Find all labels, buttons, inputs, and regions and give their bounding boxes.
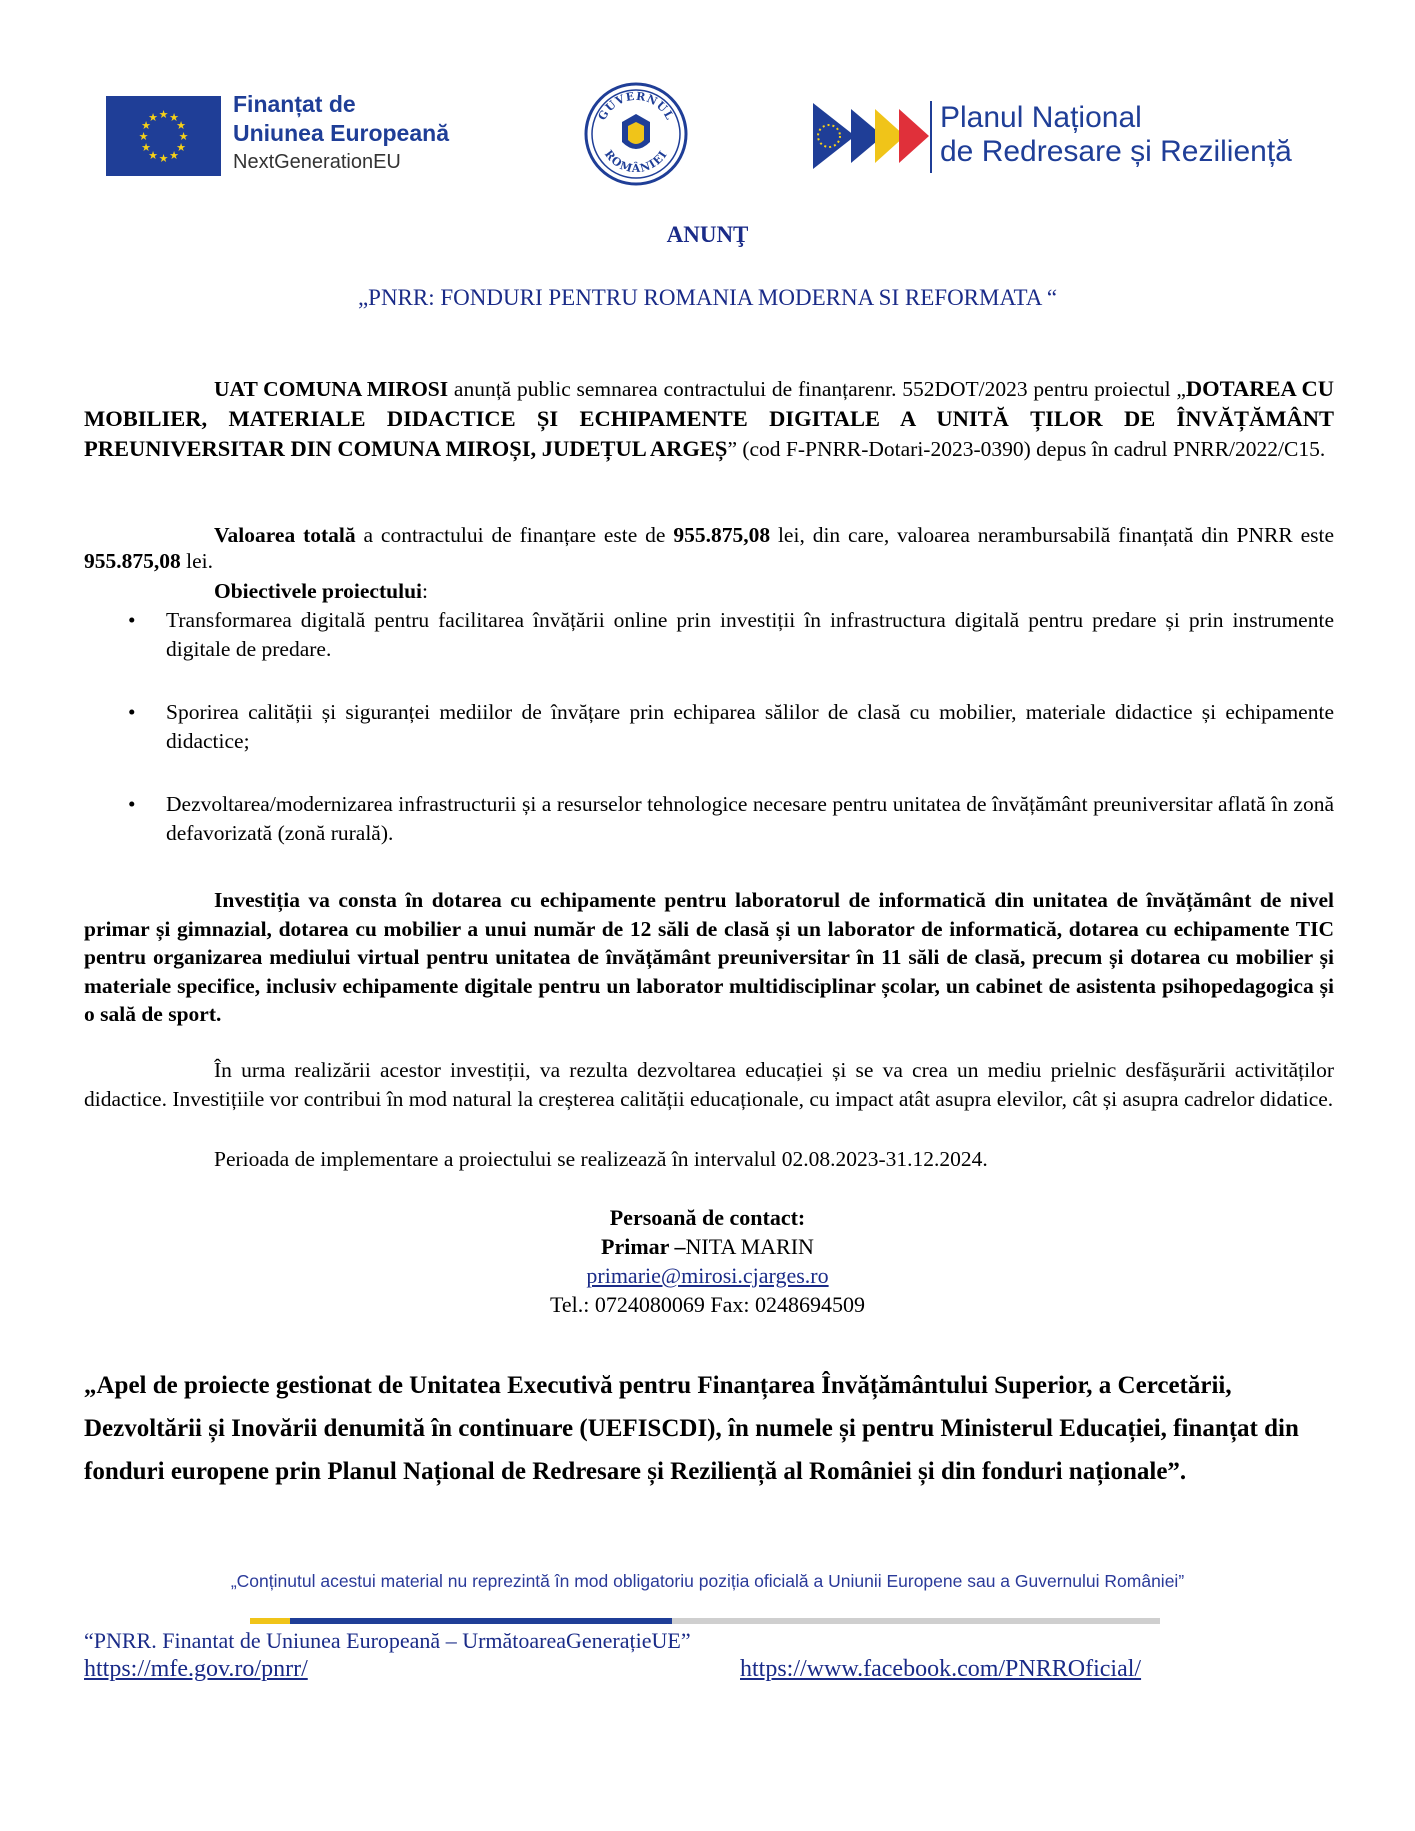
disclaimer: „Conținutul acestui material nu reprezintă în mod obligatoriu poziția oficială a Uniunii Europene sau a Guvernului României” [230,1571,1185,1591]
contact-block [0,1203,1415,1319]
seal-text-top: GUVERNUL [595,89,677,123]
contact-heading: Persoană de contact: [609,1205,806,1230]
svg-text:★: ★ [176,119,186,132]
svg-text:★: ★ [138,130,149,143]
objective-text-1: Transformarea digitală pentru facilitarea învățării online prin investiții în infrastructura digitală pentru predare și prin instrumente digitale de predare. [166,608,1334,661]
objective-item-2 [84,698,1334,756]
footer-bar-gray [672,1618,1160,1624]
call-for-projects-statement: „Apel de proiecte gestionat de Unitatea Executivă pentru Finanțarea Învățământului Superior, a Cercetării, Dezvoltării și Inovării denumită în continuare (UEFISCDI), în numele și pentru Ministerul Educației, finanțat din fonduri europene prin Planul Național de Redresare și Reziliență al României și din fonduri naționale”. [84,1372,1299,1485]
objectives-heading-line [84,578,1334,604]
value-label: Valoarea totală [214,523,356,547]
objectives-heading: Obiectivele proiectului [214,579,422,603]
eu-logo-line3: NextGenerationEU [233,151,401,173]
eu-logo-line2: Uniunea Europeană [233,120,449,146]
contact-name: NITA MARIN [685,1234,814,1259]
total-value: 955.875,08 [673,523,771,547]
project-name: DOTAREA CU MOBILIER, MATERIALE DIDACTICE ȘI ECHIPAMENTE DIGITALE A UNITĂ ȚILOR DE ÎNVĂȚĂMÂNT PREUNIVERSITAR DIN COMUNA MIROȘI, JUDEȚUL ARGEȘ [84,376,1334,461]
investment-paragraph: Investiția va consta în dotarea cu echipamente pentru laboratorul de informatică din unitatea de învățământ de nivel primar și gimnazial, dotarea cu mobilier a unui număr de 12 săli de clasă și un laborator de informatică, dotarea cu echipamente TIC pentru organizarea mediului virtual pentru unitatea de învățământ preuniversitar în 11 săli de clasă, precum și dotarea cu mobilier și materiale specifice, inclusiv echipamente digitale pentru un laborator multidisciplinar școlar, un cabinet de asistenta psihopedagogica și o sală de sport. [84,888,1334,1026]
value-text-2: lei, din care, valoarea nerambursabilă finanțată din PNRR este [770,523,1334,547]
intro-text-2: ” (cod F-PNRR-Dotari-2023-0390) depus în cadrul PNRR/2022/C15. [727,437,1326,461]
objective-item-1 [84,606,1334,664]
announcement-subtitle: „PNRR: FONDURI PENTRU ROMANIA MODERNA SI REFORMATA “ [357,285,1058,310]
svg-text:★: ★ [169,149,179,162]
footer-bar-yellow [250,1618,290,1624]
svg-text:★: ★ [178,130,189,143]
government-of-romania-seal-icon [584,82,688,186]
footer-bar-blue [290,1618,672,1624]
organization-name: UAT COMUNA MIROSI [214,377,449,401]
result-paragraph: În urma realizării acestor investiții, va rezulta dezvoltarea educației și se va crea un mediu prielnic desfășurării activităților didactice. Investițiile vor contribui în mod natural la creșterea calității educaționale, cu impact atât asupra elevilor, cât și asupra cadrelor didatice. [84,1058,1334,1111]
contact-role: Primar – [601,1234,686,1259]
footer-link-mfe[interactable]: https://mfe.gov.ro/pnrr/ [84,1656,308,1682]
implementation-period: Perioada de implementare a proiectului se realizează în intervalul 02.08.2023-31.12.2024. [214,1147,988,1171]
pnrr-logo-line1: Planul Național [940,101,1142,134]
bullet-icon: • [128,608,136,632]
objective-text-2: Sporirea calității și siguranței mediilor de învățare prin echiparea sălilor de clasă cu mobilier, materiale didactice și echipamente didactice; [166,700,1334,753]
contact-phones: Tel.: 0724080069 Fax: 0248694509 [549,1292,865,1317]
svg-text:★: ★ [169,111,179,124]
svg-text:★: ★ [141,119,151,132]
footer-link-facebook[interactable]: https://www.facebook.com/PNRROficial/ [740,1656,1142,1682]
bullet-icon: • [128,792,136,816]
objective-text-3: Dezvoltarea/modernizarea infrastructurii și a resurselor tehnologice necesare pentru unitatea de învățământ preuniversitar aflată în zonă defavorizată (zonă rurală). [166,792,1334,845]
pnrr-logo-text [940,101,1292,169]
svg-text:★: ★ [148,111,158,124]
bullet-icon: • [128,700,136,724]
seal-text-bottom: ROMÂNIEI [601,147,671,176]
pnrr-logo-divider [930,101,932,173]
announcement-title: ANUNŢ [666,222,749,247]
eu-flag-icon [106,96,221,176]
svg-text:★: ★ [141,141,151,154]
svg-text:★: ★ [148,149,158,162]
svg-text:★: ★ [158,108,169,121]
value-text-3: lei. [180,549,213,573]
svg-text:★: ★ [176,141,186,154]
pnrr-logo-icon [813,103,931,169]
objectives-colon: : [422,579,428,603]
eu-funding-logo-text [233,90,449,177]
eu-logo-line1: Finanțat de [233,91,356,117]
nonrefundable-value: 955.875,08 [84,549,181,573]
svg-text:★: ★ [158,152,169,165]
intro-paragraph [84,374,1334,464]
value-text-1: a contractului de finanțare este de [355,523,674,547]
footer-quote: “PNRR. Finantat de Uniunea Europeană – UrmătoareaGenerațieUE” [84,1628,691,1653]
pnrr-logo-line2: de Redresare și Reziliență [940,135,1292,168]
intro-text-1: anunță public semnarea contractului de finanțarenr. 552DOT/2023 pentru proiectul „ [448,377,1186,401]
contact-email-link[interactable]: primarie@mirosi.cjarges.ro [586,1263,829,1288]
value-paragraph [84,522,1334,574]
objective-item-3 [84,790,1334,848]
